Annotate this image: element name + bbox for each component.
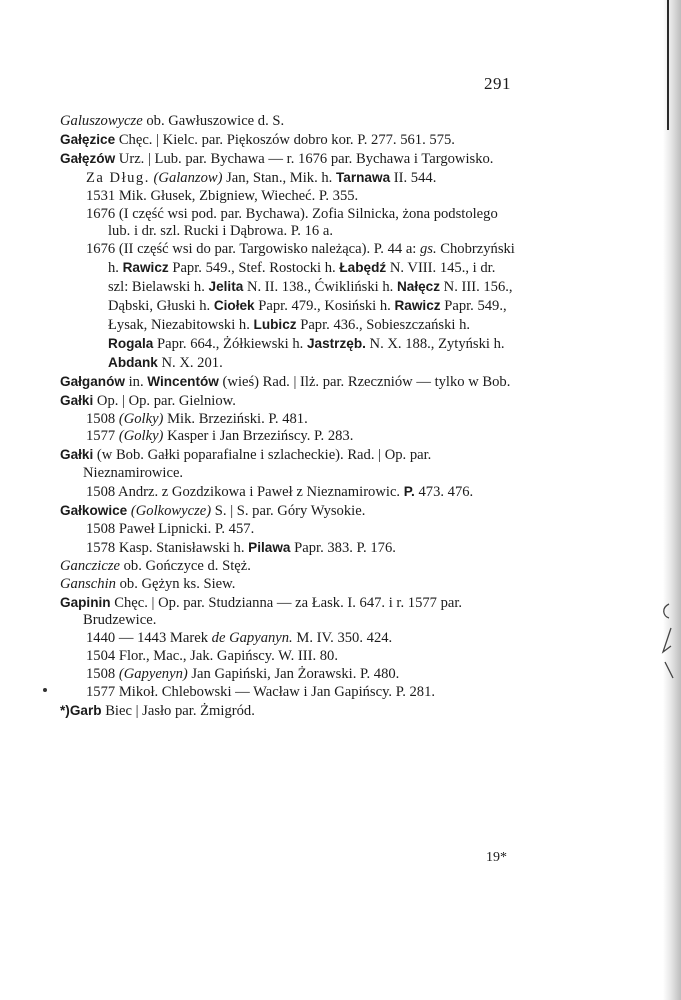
bold-term: P. [403, 484, 415, 500]
bold-term: Abdank [108, 354, 158, 370]
bold-term: Wincentów [147, 373, 219, 389]
source-abbrev: Za Dług. [86, 169, 150, 186]
entry-text: (wieś) Rad. | Ilż. par. Rzeczniów — tylko w Bob. [218, 373, 511, 390]
entry-text: 1504 Flor., Mac., Jak. Gapińscy. W. III. 80. [86, 648, 338, 665]
margin-dot [43, 688, 47, 692]
margin-pencil-mark [655, 600, 677, 690]
entry-subrecord [60, 241, 515, 372]
entry-text: Kasper i Jan Brzezińscy. P. 283. [163, 428, 354, 445]
signature-mark: 19* [486, 850, 507, 865]
entry-text: Papr. 549., Łysak, Niezabitowski h. [108, 298, 507, 333]
entry-subrecord [60, 684, 515, 702]
page-number: 291 [484, 74, 511, 93]
entry-text: Papr. 383. P. 176. [290, 539, 396, 556]
gazetteer-entry [60, 594, 515, 631]
bold-term: Jelita [208, 279, 244, 295]
bold-term: Nałęcz [396, 279, 441, 295]
entry-text: 1676 (I część wsi pod. par. Bychawa). Zofia Silnicka, żona podstolego lub. i dr. szl. Rucki i Dąbrowa. P. 16 a. [86, 205, 498, 240]
entry-subrecord [60, 630, 515, 648]
bold-term: Gałęzice [60, 131, 116, 147]
entry-subrecord [60, 666, 515, 684]
entry-text: Papr. 436., Sobieszczański h. [296, 316, 471, 333]
bold-term: Rogala [108, 335, 154, 351]
gazetteer-entry [60, 113, 515, 131]
italic-term: (Golky) [118, 428, 164, 445]
entry-text: Chęc. | Op. par. Studzianna — za Łask. I. 647. i r. 1577 par. Brudzewice. [83, 594, 463, 629]
entry-subrecord [60, 428, 515, 446]
entry-subrecord [60, 206, 515, 242]
entry-text: 473. 476. [414, 484, 474, 501]
italic-term: gs. [420, 241, 437, 258]
entry-text: Chęc. | Kielc. par. Piękoszów dobro kor. P. 277. 561. 575. [115, 131, 455, 148]
entry-text: N. VIII. 145., i dr. szl: Bielawski h. [108, 260, 496, 296]
gazetteer-entry [60, 392, 515, 411]
italic-term: (Gapyenyn) [118, 666, 188, 683]
entry-text: ob. Gężyn ks. Siew. [115, 575, 236, 592]
bold-term: Gapinin [60, 594, 111, 610]
entry-text: M. IV. 350. 424. [292, 630, 393, 647]
entry-subrecord [60, 539, 515, 558]
bold-term: Jastrzęb. [306, 335, 366, 351]
gazetteer-entry [60, 150, 515, 169]
gazetteer-entry [60, 502, 515, 521]
bold-term: Gałkowice [60, 503, 128, 519]
entry-text: in. [124, 373, 148, 390]
italic-term: (Golky) [118, 410, 164, 427]
entry-subrecord [60, 169, 515, 188]
entry-text: Urz. | Lub. par. Bychawa — r. 1676 par. Bychawa i Targowisko. [115, 150, 494, 167]
entry-text: Mik. Brzeziński. P. 481. [163, 410, 308, 427]
entry-subrecord [60, 411, 515, 429]
entry-subrecord [60, 483, 515, 502]
entry-text: 1676 (II część wsi do par. Targowisko należąca). P. 44 a: [86, 241, 420, 258]
entry-text: N. III. 156., Dąbski, Głuski h. [108, 279, 513, 315]
italic-term: de Gapyanyn. [211, 630, 293, 647]
entry-subrecord [60, 188, 515, 206]
entry-text: S. | S. par. Góry Wysokie. [211, 503, 366, 520]
gazetteer-entry [60, 558, 515, 576]
entry-text: Papr. 664., Żółkiewski h. [153, 335, 307, 352]
entry-text: Jan Gapiński, Jan Żorawski. P. 480. [187, 666, 400, 683]
entry-text: Papr. 479., Kosiński h. [254, 298, 395, 315]
entry-text: 1531 Mik. Głusek, Zbigniew, Wiecheć. P. 355. [86, 187, 359, 204]
bold-term: Rawicz [394, 298, 441, 314]
entry-subrecord [60, 648, 515, 666]
bold-term: Gałki [60, 447, 94, 463]
bold-term: *)Garb [60, 703, 102, 718]
entry-text: 1508 [86, 410, 119, 427]
entry-text: ob. Gończyce d. Stęż. [119, 557, 251, 574]
page-edge-line [667, 0, 669, 130]
gazetteer-entry [60, 373, 515, 392]
entry-text: (w Bob. Gałki poparafialne i szlacheckie). Rad. | Op. par. Nieznamirowice. [83, 447, 432, 482]
entry-text: 1577 Mikoł. Chlebowski — Wacław i Jan Gapińscy. P. 281. [86, 684, 436, 701]
italic-term: Galuszowycze [60, 113, 143, 129]
italic-term: (Golkowycze) [130, 503, 212, 520]
italic-term: (Galanzow) [153, 169, 223, 186]
italic-term: Ganschin [60, 575, 116, 592]
entry-text: Jan, Stan., Mik. h. [222, 169, 336, 186]
entry-text: 1440 — 1443 Marek [86, 630, 212, 647]
entry-text: Chobrzyński h. [108, 241, 515, 277]
bold-term: Łabędź [339, 260, 387, 276]
bold-term: Lubicz [253, 316, 297, 332]
gazetteer-entry [60, 446, 515, 483]
bold-term: Pilawa [248, 539, 291, 555]
gazetteer-entries [60, 113, 515, 721]
bold-term: Gałki [60, 392, 94, 408]
entry-text: Op. | Op. par. Gielniow. [93, 392, 236, 409]
entry-text: N. II. 138., Ćwikliński h. [243, 279, 397, 296]
entry-text: 1508 [86, 666, 119, 683]
entry-text: N. X. 201. [157, 354, 223, 371]
gazetteer-entry [60, 131, 515, 150]
entry-text: 1508 Paweł Lipnicki. P. 457. [86, 520, 255, 537]
bold-term: Gałęzów [60, 150, 116, 166]
entry-text: N. X. 188., Zytyński h. [365, 335, 505, 352]
entry-text: Biec | Jasło par. Żmigród. [101, 703, 255, 719]
gazetteer-entry [60, 576, 515, 594]
bold-term: Ciołek [213, 298, 255, 314]
gazetteer-entry [60, 702, 515, 721]
entry-subrecord [60, 521, 515, 539]
italic-term: Ganczicze [60, 557, 120, 574]
bold-term: Gałganów [60, 373, 125, 389]
entry-text: 1578 Kasp. Stanisławski h. [86, 539, 249, 556]
entry-text: 1508 Andrz. z Gozdzikowa i Paweł z Nieznamirowic. [86, 484, 404, 501]
bold-term: Tarnawa [335, 169, 391, 185]
entry-text: II. 544. [390, 169, 437, 186]
entry-text: 1577 [86, 428, 119, 445]
entry-text: Papr. 549., Stef. Rostocki h. [168, 260, 340, 277]
entry-text: ob. Gawłuszowice d. S. [142, 113, 285, 129]
bold-term: Rawicz [122, 260, 169, 276]
page-edge-shadow [663, 0, 681, 1000]
